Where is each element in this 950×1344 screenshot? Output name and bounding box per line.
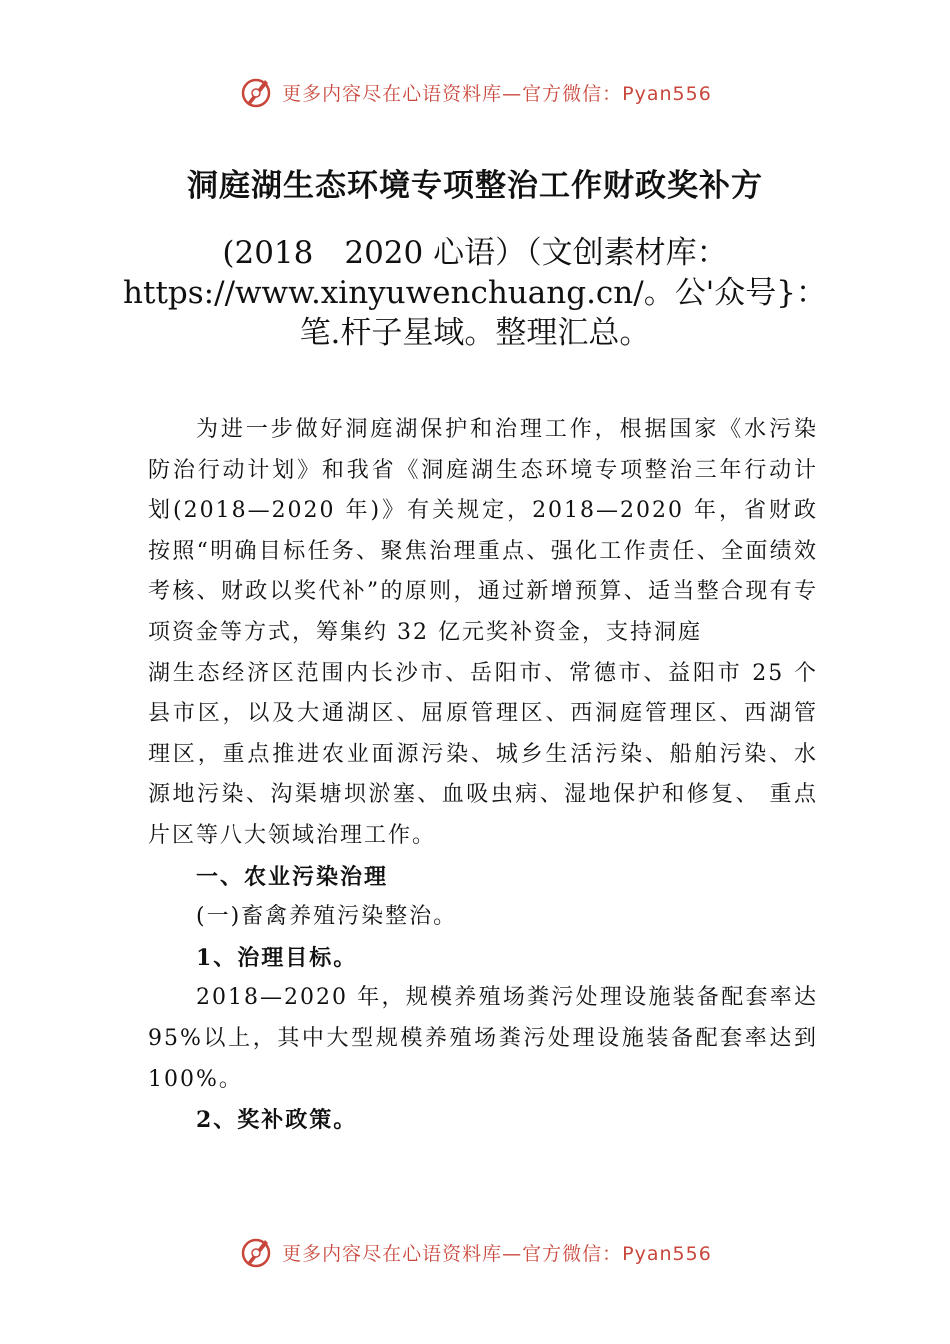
top-watermark-banner	[0, 72, 950, 112]
banner-text: 更多内容尽在心语资料库—官方微信：Pyan556	[282, 1242, 712, 1265]
subsection-heading: (一)畜禽养殖污染整治。	[196, 904, 458, 930]
section-heading: 一、农业污染治理	[196, 863, 389, 890]
goal-paragraph: 2018—2020 年，规模养殖场粪污处理设施装备配套率达 95%以上，其中大型规模养殖场粪污处理设施装备配套率达到 100%。	[148, 985, 818, 1092]
subtitle-line-3: 笔.杆子星域。整理汇总。	[299, 315, 651, 351]
intro-paragraph: 为进一步做好洞庭湖保护和治理工作，根据国家《水污染防治行动计划》和我省《洞庭湖生态环境专项整治三年行动计划(2018—2020 年)》有关规定，2018—2020 年，省财政按照“明确目标任务、聚焦治理重点、强化工作责任、全面绩效考核、财政以奖代补”的原则，通过新增预算、适当整合现有专项资金等方式，筹集约 32 亿元奖补资金，支持洞庭	[148, 417, 818, 645]
bottom-watermark-banner	[0, 1232, 950, 1272]
intro-paragraph-continued: 湖生态经济区范围内长沙市、岳阳市、常德市、益阳市 25 个县市区，以及大通湖区、屈原管理区、西洞庭管理区、西湖管理区，重点推进农业面源污染、城乡生活污染、船舶污染、水源地污染、沟渠塘坝淤塞、血吸虫病、湿地保护和修复、 重点片区等八大领域治理工作。	[148, 660, 818, 848]
item-heading-policy: 2、奖补政策。	[196, 1107, 358, 1134]
red-pen-seal-logo-icon	[238, 74, 274, 110]
subtitle-line-2: https://www.xinyuwenchuang.cn/。公'众号}：	[123, 275, 827, 311]
banner-text: 更多内容尽在心语资料库—官方微信：Pyan556	[282, 82, 712, 105]
document-body	[148, 410, 818, 1141]
red-pen-seal-logo-icon	[238, 1234, 274, 1270]
document-title: 洞庭湖生态环境专项整治工作财政奖补方	[187, 168, 763, 204]
subtitle-line-1: (2018 2020 心语）（文创素材库：	[222, 235, 728, 271]
item-heading-goal: 1、治理目标。	[196, 944, 358, 971]
